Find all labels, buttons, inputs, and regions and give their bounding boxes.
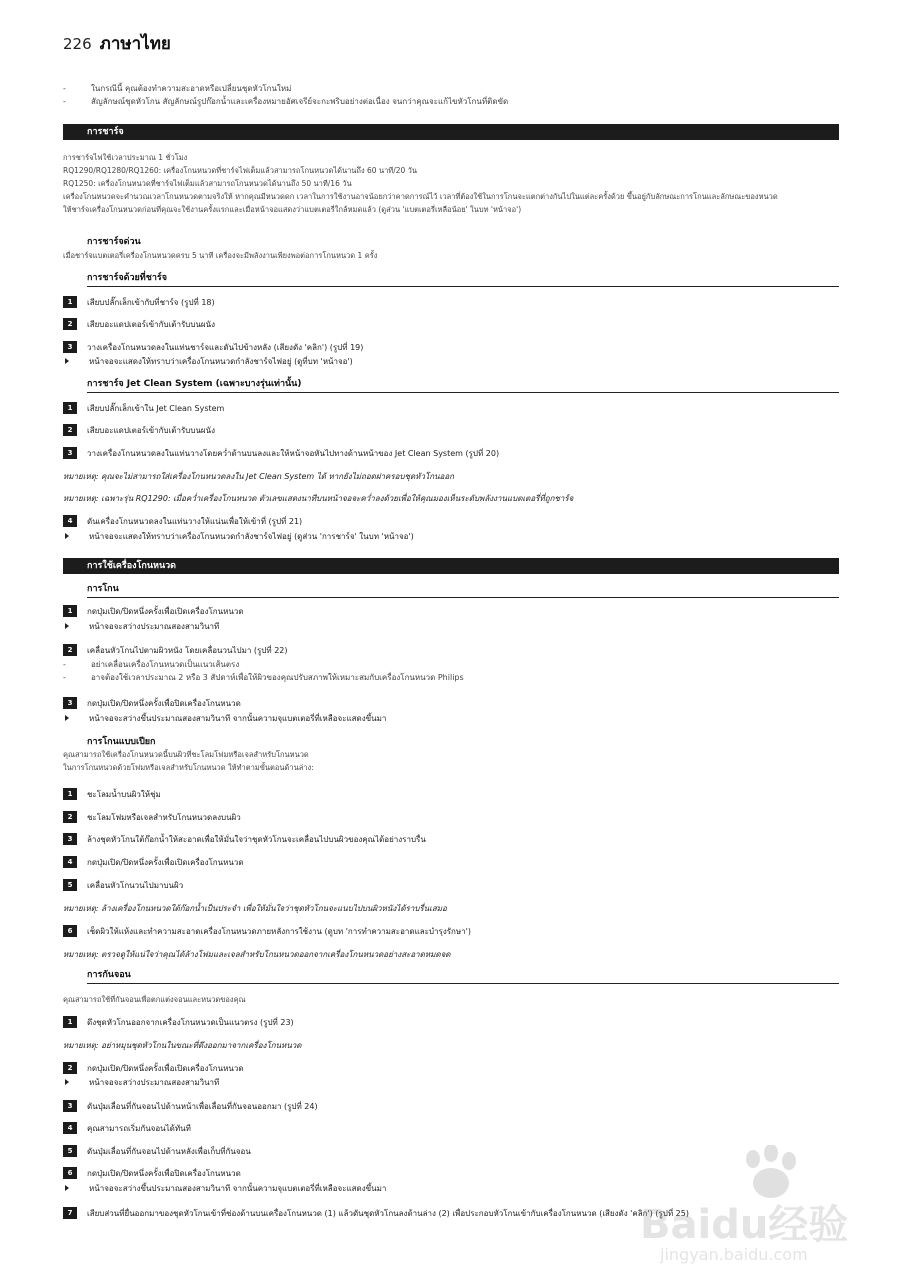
step-number: 4	[63, 856, 77, 868]
step-number: 7	[63, 1207, 77, 1219]
step-text: วางเครื่องโกนหนวดลงในแท่นชาร์จและดันไปข้างหลัง (เสียงดัง 'คลิก') (รูปที่ 19)	[87, 342, 364, 352]
step-number: 2	[63, 644, 77, 656]
step-number: 1	[63, 296, 77, 308]
step-text: ดันปุ่มเลื่อนที่กันจอนไปด้านหลังเพื่อเก็บที่กันจอน	[87, 1146, 251, 1156]
step-number: 3	[63, 447, 77, 459]
step-text: เสียบอะแดปเตอร์เข้ากับเต้ารับบนผนัง	[87, 425, 215, 435]
step-number: 2	[63, 424, 77, 436]
step-text: เสียบปลั๊กเล็กเข้าใน Jet Clean System	[87, 403, 225, 413]
step-item	[63, 446, 839, 460]
step-text: กดปุ่มเปิด/ปิดหนึ่งครั้งเพื่อปิดเครื่องโกนหนวด	[87, 1168, 241, 1178]
step-number: 6	[63, 925, 77, 937]
step-text: เสียบปลั๊กเล็กเข้ากับที่ชาร์จ (รูปที่ 18)	[87, 297, 215, 307]
step-text: ดันเครื่องโกนหนวดลงในแท่นวางให้แน่นเพื่อให้เข้าที่ (รูปที่ 21)	[87, 516, 303, 526]
note: หมายเหตุ: ตรวจดูให้แน่ใจว่าคุณได้ล้างโฟมและเจลสำหรับโกนหนวดออกจากเครื่องโกนหนวดอย่างสะอาดหมดจด	[63, 950, 451, 959]
step-number: 3	[63, 341, 77, 353]
step-item	[63, 787, 839, 801]
step-number: 2	[63, 1062, 77, 1074]
step-item	[63, 604, 839, 618]
result-text: หน้าจอจะแสดงให้ทราบว่าเครื่องโกนหนวดกำลังชาร์จไฟอยู่ (ดูที่บท 'หน้าจอ')	[89, 356, 353, 366]
subheading-wet-shaving: การโกนแบบเปียก	[87, 737, 156, 747]
step-number: 5	[63, 879, 77, 891]
styling-intro: คุณสามารถใช้ที่กันจอนเพื่อตกแต่งจอนและหนวดของคุณ	[63, 995, 246, 1004]
subheading-styling: การกันจอน	[87, 969, 839, 984]
step-text: ดันปุ่มเลื่อนที่กันจอนไปด้านหน้าเพื่อเลื่อนที่กันจอนออกมา (รูปที่ 24)	[87, 1101, 318, 1111]
step-text: กดปุ่มเปิด/ปิดหนึ่งครั้งเพื่อเปิดเครื่องโกนหนวด	[87, 1063, 244, 1073]
list-item: - อย่าเคลื่อนเครื่องโกนหนวดเป็นแนวเส้นตรง	[63, 658, 839, 671]
step-item	[63, 340, 839, 354]
arrow-bullet-icon	[65, 623, 69, 629]
quick-charge-text: เมื่อชาร์จแบตเตอรี่เครื่องโกนหนวดครบ 5 นาที เครื่องจะมีพลังงานเพียงพอต่อการโกนหนวด 1 ครั้ง	[63, 251, 378, 260]
step-item	[63, 924, 839, 938]
intro-list	[63, 82, 839, 108]
step-number: 5	[63, 1145, 77, 1157]
step-item	[63, 1099, 839, 1113]
list-item: - ในกรณีนี้ คุณต้องทำความสะอาดหรือเปลี่ยนชุดหัวโกนใหม่	[63, 82, 839, 95]
step-text: เช็ดผิวให้แห้งและทำความสะอาดเครื่องโกนหนวดภายหลังการใช้งาน (ดูบท 'การทำความสะอาดและบำรุงรักษา')	[87, 926, 471, 936]
list-item: - สัญลักษณ์ชุดหัวโกน สัญลักษณ์รูปก๊อกน้ำและเครื่องหมายอัศเจรีย์จะกะพริบอย่างต่อเนื่อง จนกว่าคุณจะแก้ไขหัวโกนที่ติดขัด	[63, 95, 839, 108]
step-number: 1	[63, 1016, 77, 1028]
step-item	[63, 810, 839, 824]
result-text: หน้าจอจะสว่างประมาณสองสามวินาที	[89, 1077, 220, 1087]
paragraph-line: เครื่องโกนหนวดจะคำนวณเวลาโกนหนวดตามจริงให้ หากคุณมีหนวดดก เวลาในการใช้งานอาจน้อยกว่าคาดการณ์ไว้ เวลาที่ต้องใช้ในการโกนจะแตกต่างกันไปในแต่ละครั้งด้วย ขึ้นอยู่กับลักษณะการโกนและลักษณะของหนวด	[63, 192, 778, 201]
subheading-quick-charge: การชาร์จด่วน	[87, 237, 141, 247]
arrow-bullet-icon	[65, 1185, 69, 1191]
step-number: 1	[63, 788, 77, 800]
step-text: ดึงชุดหัวโกนออกจากเครื่องโกนหนวดเป็นแนวตรง (รูปที่ 23)	[87, 1017, 294, 1027]
step-number: 3	[63, 697, 77, 709]
result-text: หน้าจอจะสว่างขึ้นประมาณสองสามวินาที จากนั้นความจุแบตเตอรี่ที่เหลือจะแสดงขึ้นมา	[89, 1183, 387, 1193]
step-number: 2	[63, 318, 77, 330]
step-number: 3	[63, 833, 77, 845]
result-item	[63, 712, 839, 724]
result-text: หน้าจอจะแสดงให้ทราบว่าเครื่องโกนหนวดกำลังชาร์จไฟอยู่ (ดูส่วน 'การชาร์จ' ในบท 'หน้าจอ')	[89, 531, 414, 541]
step-item	[63, 832, 839, 846]
step-item	[63, 1015, 839, 1029]
section-heading-using: การใช้เครื่องโกนหนวด	[63, 558, 839, 574]
result-item	[63, 355, 839, 367]
step-text: เสียบอะแดปเตอร์เข้ากับเต้ารับบนผนัง	[87, 319, 215, 329]
step-number: 4	[63, 515, 77, 527]
page-header	[63, 30, 171, 57]
subheading-jet-clean: การชาร์จ Jet Clean System (เฉพาะบางรุ่นเท่านั้น)	[87, 378, 839, 393]
arrow-bullet-icon	[65, 358, 69, 364]
step-text: เคลื่อนหัวโกนวนไปมาบนผิว	[87, 880, 184, 890]
step-item	[63, 643, 839, 657]
page-number: 226	[63, 35, 92, 53]
step-text: ล้างชุดหัวโกนใต้ก๊อกน้ำให้สะอาดเพื่อให้มั่นใจว่าชุดหัวโกนจะเคลื่อนไปบนผิวของคุณได้อย่างราบรื่น	[87, 834, 426, 844]
paragraph-line: การชาร์จไฟใช้เวลาประมาณ 1 ชั่วโมง	[63, 153, 188, 162]
step-item	[63, 317, 839, 331]
result-text: หน้าจอจะสว่างขึ้นประมาณสองสามวินาที จากนั้นความจุแบตเตอรี่ที่เหลือจะแสดงขึ้นมา	[89, 713, 387, 723]
watermark-brand: Baidu经验	[640, 1202, 849, 1248]
step-item	[63, 401, 839, 415]
result-item	[63, 1076, 839, 1088]
step-number: 6	[63, 1167, 77, 1179]
section-heading-charging: การชาร์จ	[63, 124, 839, 140]
arrow-bullet-icon	[65, 715, 69, 721]
watermark-url: jingyan.baidu.com	[660, 1245, 808, 1264]
subheading-charger: การชาร์จด้วยที่ชาร์จ	[87, 272, 839, 287]
subheading-shaving: การโกน	[87, 583, 839, 598]
result-text: หน้าจอจะสว่างประมาณสองสามวินาที	[89, 621, 220, 631]
watermark	[640, 1145, 880, 1270]
step-item	[63, 1061, 839, 1075]
step-text: กดปุ่มเปิด/ปิดหนึ่งครั้งเพื่อปิดเครื่องโกนหนวด	[87, 698, 241, 708]
paragraph-line: คุณสามารถใช้เครื่องโกนหนวดนี้บนผิวที่ชะโลมโฟมหรือเจลสำหรับโกนหนวด	[63, 750, 309, 759]
step-text: คุณสามารถเริ่มกันจอนได้ทันที	[87, 1123, 191, 1133]
note: หมายเหตุ: เฉพาะรุ่น RQ1290: เมื่อคว่ำเครื่องโกนหนวด ตัวเลขแสดงนาทีบนหน้าจอจะคว่ำลงด้วยเพื่อให้คุณมองเห็นระดับพลังงานแบตเตอรี่ที่ถูกชาร์จ	[63, 494, 574, 503]
step-text: วางเครื่องโกนหนวดลงในแท่นวางโดยคว่ำด้านบนลงและให้หน้าจอหันไปทางด้านหน้าของ Jet Clean System (รูปที่ 20)	[87, 448, 500, 458]
paragraph-line: RQ1250: เครื่องโกนหนวดที่ชาร์จไฟเต็มแล้วสามารถโกนหนวดได้นานถึง 50 นาที/16 วัน	[63, 179, 352, 188]
paragraph-line: RQ1290/RQ1280/RQ1260: เครื่องโกนหนวดที่ชาร์จไฟเต็มแล้วสามารถโกนหนวดได้นานถึง 60 นาที/20 วัน	[63, 166, 418, 175]
note: หมายเหตุ: ล้างเครื่องโกนหนวดใต้ก๊อกน้ำเป็นประจำ เพื่อให้มั่นใจว่าชุดหัวโกนจะแนบไปบนผิวหนังได้ราบรื่นเสมอ	[63, 904, 447, 913]
result-item	[63, 530, 839, 542]
step-text: กดปุ่มเปิด/ปิดหนึ่งครั้งเพื่อเปิดเครื่องโกนหนวด	[87, 857, 244, 867]
wet-intro	[63, 748, 839, 774]
step-text: ชะโลมโฟมหรือเจลสำหรับโกนหนวดลงบนผิว	[87, 812, 241, 822]
paragraph-line: ให้ชาร์จเครื่องโกนหนวดก่อนที่คุณจะใช้งานครั้งแรกและเมื่อหน้าจอแสดงว่าแบตเตอรี่ใกล้หมดแล้ว (ดูส่วน 'แบตเตอรี่เหลือน้อย' ในบท 'หน้าจอ')	[63, 205, 522, 214]
step-item	[63, 855, 839, 869]
step-number: 3	[63, 1100, 77, 1112]
list-item: - อาจต้องใช้เวลาประมาณ 2 หรือ 3 สัปดาห์เพื่อให้ผิวของคุณปรับสภาพให้เหมาะสมกับเครื่องโกนหนวด Philips	[63, 671, 839, 684]
arrow-bullet-icon	[65, 1079, 69, 1085]
paragraph-line: ในการโกนหนวดด้วยโฟมหรือเจลสำหรับโกนหนวด ให้ทำตามขั้นตอนด้านล่าง:	[63, 763, 314, 772]
charging-text	[63, 151, 839, 216]
step-item	[63, 423, 839, 437]
step-item	[63, 514, 839, 528]
step-number: 1	[63, 605, 77, 617]
arrow-bullet-icon	[65, 533, 69, 539]
step-number: 2	[63, 811, 77, 823]
step-text: ชะโลมน้ำบนผิวให้ชุ่ม	[87, 789, 161, 799]
note: หมายเหตุ: คุณจะไม่สามารถใส่เครื่องโกนหนวดลงใน Jet Clean System ได้ หากยังไม่ถอดฝาครอบชุดหัวโกนออก	[63, 472, 455, 481]
step-text: กดปุ่มเปิด/ปิดหนึ่งครั้งเพื่อเปิดเครื่องโกนหนวด	[87, 606, 244, 616]
step-text: เสียบส่วนที่ยื่นออกมาของชุดหัวโกนเข้าที่ช่องด้านบนเครื่องโกนหนวด (1) แล้วดันชุดหัวโกนลงด้านล่าง (2) เพื่อประกอบหัวโกนเข้ากับเครื่องโกนหนวด (เสียงดัง 'คลิก') (รูปที่ 25)	[87, 1208, 689, 1218]
step-number: 4	[63, 1122, 77, 1134]
step-item	[63, 295, 839, 309]
step-number: 1	[63, 402, 77, 414]
tips-list	[63, 658, 839, 684]
language-title: ภาษาไทย	[99, 34, 171, 54]
note: หมายเหตุ: อย่าหมุนชุดหัวโกนในขณะที่ดึงออกมาจากเครื่องโกนหนวด	[63, 1041, 302, 1050]
step-item	[63, 878, 839, 892]
step-text: เคลื่อนหัวโกนไปตามผิวหนัง โดยเคลื่อนวนไปมา (รูปที่ 22)	[87, 645, 288, 655]
result-item	[63, 620, 839, 632]
step-item	[63, 1121, 839, 1135]
step-item	[63, 696, 839, 710]
